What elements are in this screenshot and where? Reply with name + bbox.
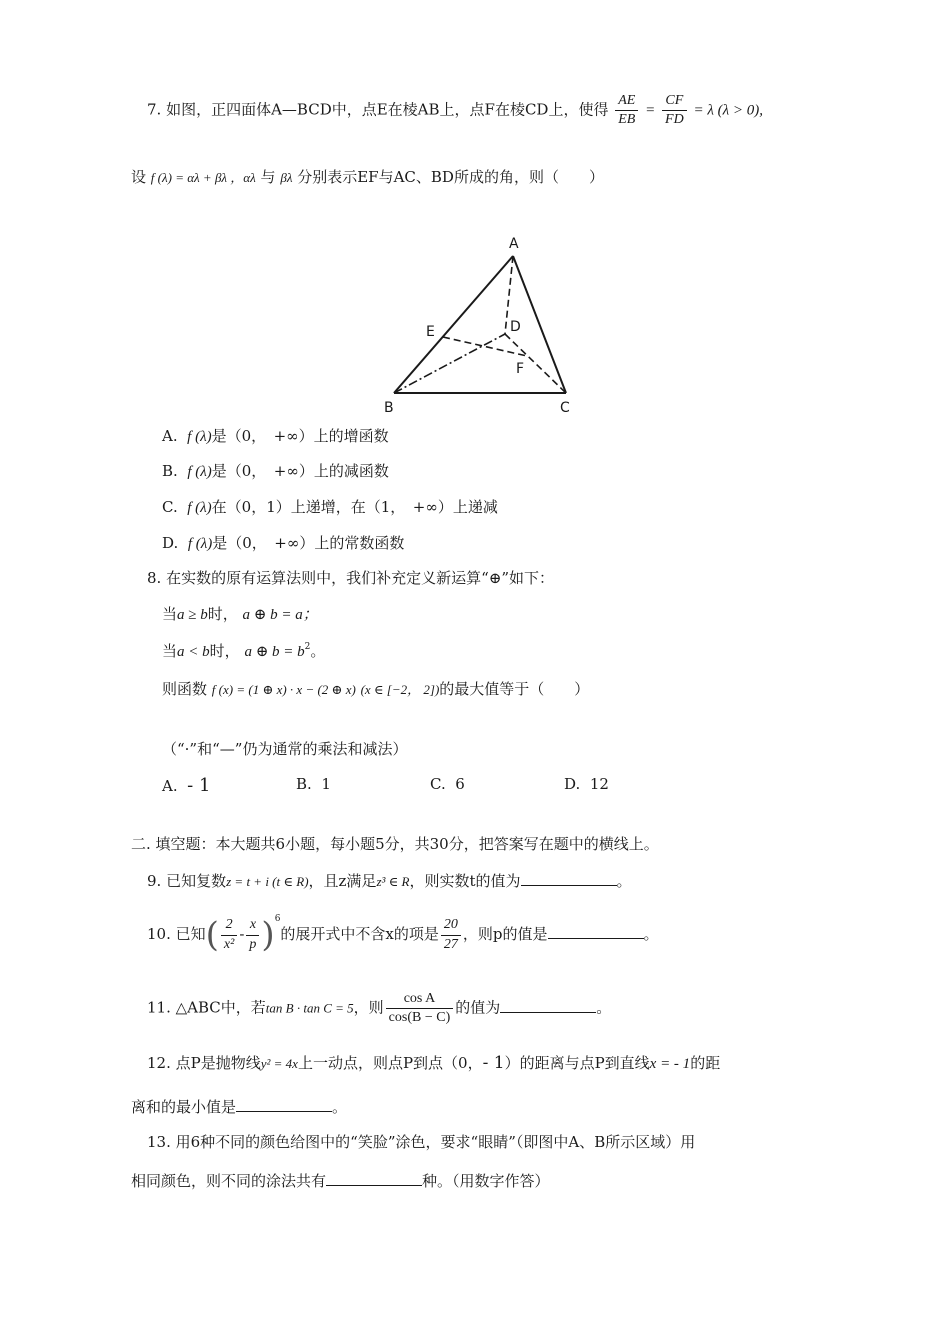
- q10-number: 10.: [147, 925, 171, 943]
- section2-heading: 二. 填空题：本大题共6小题，每小题5分，共30分，把答案写在题中的横线上。: [131, 835, 659, 853]
- q7-line2-tail: 分别表示EF与AC、BD所成的角，则（ ）: [297, 168, 604, 186]
- q7-option-a: [162, 427, 389, 446]
- q9-expr: z = t + i (t ∈ R): [226, 874, 309, 889]
- q7-number: 7.: [147, 100, 162, 119]
- q10-left-paren: (: [205, 915, 219, 955]
- q8-option-d-value: 12: [589, 775, 609, 793]
- q8-case1-lead: 当: [162, 605, 178, 623]
- edge-bd: [394, 334, 505, 393]
- q8-func-tail: 的最大值等于（ ）: [439, 680, 590, 698]
- q9-answer-blank[interactable]: [521, 873, 617, 886]
- q9-tail: ，则实数t的值为: [409, 872, 521, 890]
- q13-line2a: 相同颜色，则不同的涂法共有: [131, 1172, 327, 1190]
- q9-expr2: z³ ∈ R: [376, 874, 410, 889]
- point-label-e: E: [426, 324, 435, 340]
- q8-case2: [162, 642, 325, 661]
- q12-point: - 1: [482, 1053, 505, 1073]
- q7-option-c-text: 在（0，1）上递增，在（1， +∞）上递减: [211, 498, 498, 516]
- q11-tail: 的值为: [455, 998, 501, 1017]
- q7-option-d-text: 是（0， +∞）上的常数函数: [212, 534, 405, 552]
- q8-case1-mid: 时，: [207, 605, 238, 623]
- q11-lead: △ABC中，若: [175, 998, 266, 1017]
- q8-func-domain: (x ∈ [−2， 2]): [360, 682, 440, 697]
- q8-number: 8.: [147, 569, 162, 587]
- q10-minus: -: [239, 925, 245, 943]
- q8-line1: [147, 569, 554, 587]
- point-label-f: F: [516, 361, 525, 377]
- q7-beta: βλ: [280, 170, 293, 185]
- q13-line1-text: 用6种不同的颜色给图中的“笑脸”涂色，要求“眼睛”（即图中A、B所示区域）用: [175, 1133, 696, 1151]
- q11-answer-blank[interactable]: [500, 1000, 596, 1013]
- q12-answer-blank[interactable]: [236, 1099, 332, 1112]
- q12-number: 12.: [147, 1054, 171, 1072]
- q8-case2-mid: 时，: [209, 642, 240, 660]
- q9-mid: ，且z满足: [308, 872, 377, 890]
- q7-option-a-text: 是（0， +∞）上的增函数: [211, 427, 389, 445]
- q8-option-d-label: D.: [564, 775, 581, 793]
- q7-condition: = λ (λ > 0),: [693, 102, 763, 119]
- q7-option-c: [162, 498, 498, 517]
- q12-tail: 的距: [690, 1054, 721, 1072]
- q13-line2b: 种。（用数字作答）: [422, 1172, 550, 1190]
- q7-line2: [131, 168, 604, 186]
- q8-func-lead: 则函数: [162, 680, 208, 698]
- q10-fraction-20-27: $\frac{20}{27}$: [441, 916, 461, 953]
- q12-line1: [147, 1053, 720, 1073]
- q7-fraction-ae-eb: $\frac{AE}{EB}$: [615, 92, 638, 129]
- q13-line2: [131, 1172, 550, 1190]
- q8-case2-lead: 当: [162, 642, 178, 660]
- q11-fraction: $\frac{\text{cos A}}{\cos(B - C)}$: [386, 990, 454, 1027]
- tetrahedron-figure: [370, 228, 590, 418]
- q11-mid: ，则: [353, 998, 384, 1017]
- q12-lead: 点P是抛物线: [175, 1054, 261, 1072]
- q12-line-eq: x = - 1: [649, 1056, 691, 1072]
- q7-option-b-text: 是（0， +∞）上的减函数: [211, 462, 389, 480]
- q8-option-b-value: 1: [321, 775, 331, 793]
- q7-line1: [147, 92, 763, 129]
- q8-case1-expr: a ⊕ b = a；: [242, 607, 318, 623]
- q8-option-c: [430, 775, 465, 793]
- q7-intro: 如图，正四面体A—BCD中，点E在棱AB上，点F在棱CD上，使得: [166, 100, 609, 119]
- q8-option-a-value: - 1: [187, 775, 211, 796]
- q12-line2: [131, 1098, 347, 1116]
- q8-function: [162, 680, 589, 698]
- q8-note: （“·”和“—”仍为通常的乘法和减法）: [162, 740, 408, 758]
- q10-lead: 已知: [175, 925, 206, 943]
- q13-line1: [147, 1133, 695, 1151]
- q7-and: 与: [260, 168, 276, 186]
- q7-option-d-fn: f (λ): [187, 536, 213, 552]
- q8-case1-cond: a ≥ b: [177, 607, 208, 623]
- q8-intro: 在实数的原有运算法则中，我们补充定义新运算“⊕”如下：: [166, 569, 555, 587]
- edge-ab: [394, 256, 513, 393]
- q7-option-a-label: A.: [162, 427, 178, 445]
- q10: [147, 914, 659, 954]
- edge-dc: [505, 334, 566, 393]
- q8-func-expr: f (x) = (1 ⊕ x) · x − (2 ⊕ x): [211, 682, 356, 697]
- q8-option-b: [296, 775, 331, 793]
- q8-option-c-value: 6: [455, 775, 465, 793]
- segment-ef: [443, 337, 527, 356]
- q13-answer-blank[interactable]: [326, 1173, 422, 1186]
- q10-fraction-x-p: $\frac{x}{p}$: [246, 916, 259, 953]
- q12-end: 。: [332, 1098, 348, 1116]
- q10-right-paren: ): [261, 915, 275, 955]
- q8-case2-cond: a < b: [177, 644, 210, 660]
- q11-expr: tan B · tan C = 5: [265, 1000, 354, 1016]
- q8-case1: [162, 605, 318, 624]
- q7-equals: =: [645, 102, 656, 119]
- q9-number: 9.: [147, 872, 162, 890]
- q7-option-d-label: D.: [162, 534, 179, 552]
- q13-number: 13.: [147, 1133, 171, 1151]
- q7-option-d: [162, 534, 404, 553]
- q8-option-c-label: C.: [430, 775, 446, 793]
- q9-lead: 已知复数: [166, 872, 227, 890]
- q7-option-c-fn: f (λ): [187, 500, 212, 516]
- q7-option-b: [162, 462, 389, 481]
- q10-tail: ，则p的值是: [462, 925, 548, 943]
- q7-option-a-fn: f (λ): [187, 429, 212, 445]
- q10-end: 。: [643, 925, 659, 943]
- q10-power: 6: [274, 914, 281, 924]
- q8-case2-exponent: 2: [304, 642, 311, 652]
- q11-end: 。: [596, 998, 612, 1017]
- q11-number: 11.: [147, 998, 171, 1017]
- q7-option-b-label: B.: [162, 462, 178, 480]
- vertex-label-c: C: [560, 400, 570, 416]
- vertex-label-d: D: [510, 319, 521, 335]
- q7-line2-lead: 设: [131, 168, 147, 186]
- q7-option-c-label: C.: [162, 498, 178, 516]
- q8-option-b-label: B.: [296, 775, 312, 793]
- q7-fraction-cf-fd: $\frac{CF}{FD}$: [662, 92, 687, 129]
- q10-answer-blank[interactable]: [548, 926, 644, 939]
- q8-case2-end: 。: [310, 642, 326, 660]
- q9: [147, 872, 632, 890]
- q10-fraction-2-x2: $\frac{2}{\text{x²}}$: [221, 916, 237, 953]
- q8-option-a-label: A.: [162, 777, 178, 795]
- q7-formula: f (λ) = αλ + βλ ，αλ: [150, 170, 256, 185]
- q8-option-d: [564, 775, 609, 793]
- vertex-label-a: A: [509, 236, 519, 252]
- q7-option-b-fn: f (λ): [187, 464, 212, 480]
- q12-line2-text: 离和的最小值是: [131, 1098, 237, 1116]
- q12-expr: y² = 4x: [260, 1056, 298, 1071]
- q12-mid2: ）的距离与点P到直线: [504, 1054, 650, 1072]
- q8-case2-expr: a ⊕ b = b: [244, 644, 305, 660]
- q8-option-a: [162, 775, 210, 797]
- q11: [147, 990, 611, 1027]
- vertex-label-b: B: [384, 400, 394, 416]
- q12-mid: 上一动点，则点P到点（0，: [297, 1054, 483, 1072]
- q9-end: 。: [616, 872, 632, 890]
- q10-mid: 的展开式中不含x的项是: [280, 925, 439, 943]
